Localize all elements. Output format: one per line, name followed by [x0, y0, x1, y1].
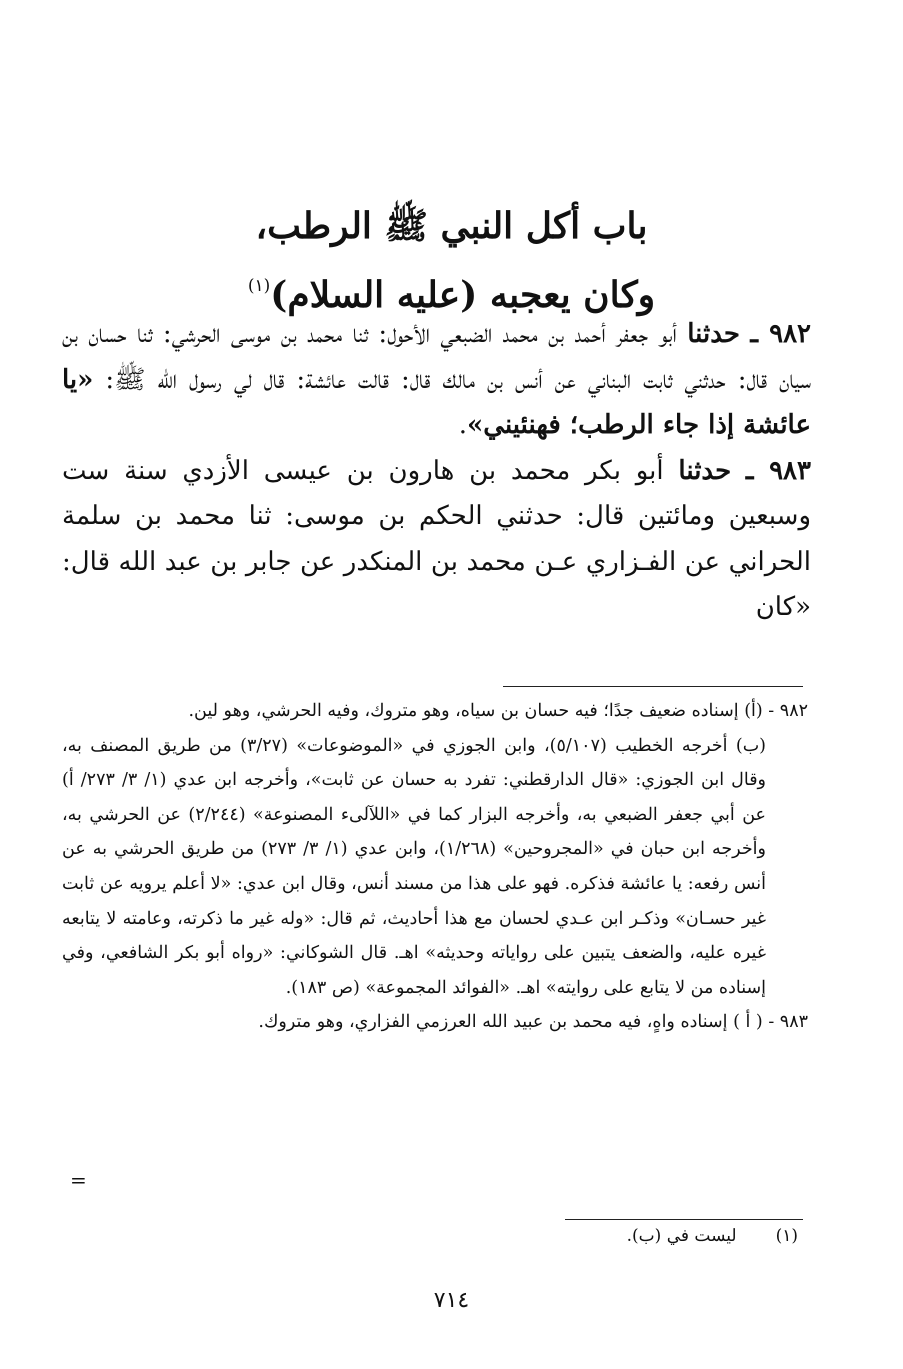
- footnote-divider: [565, 1219, 803, 1220]
- note-982-a: ٩٨٢ - (أ) إسناده ضعيف جدًا؛ فيه حسان بن سياه، وهو متروك، وفيه الحرشي، وهو لين.: [188, 701, 808, 721]
- footnote-number: (١): [775, 1226, 798, 1246]
- hadith-983: [62, 449, 811, 631]
- hadith-number: ٩٨٣ ـ: [745, 455, 811, 486]
- main-text: [62, 312, 811, 631]
- hadith-matn: «يا عائشة إذا جاء الرطب؛ فهنئيني»: [62, 364, 811, 440]
- hadith-isnad: أبو بكر محمد بن هارون بن عيسى الأزدي سنة ست وسبعين ومائتين قال: حدثني الحكم بن موسى: ثنا محمد بن سلمة الحراني عن الفـزاري عـن محمد بن المنكدر عن جابر بن عبد الله قال: «كان: [62, 455, 811, 622]
- hadith-number: ٩٨٢ ـ: [750, 319, 812, 349]
- note-983-a: ٩٨٣ - ( أ ) إسناده واهٍ، فيه محمد بن عبيد الله العرزمي الفزاري، وهو متروك.: [258, 1012, 808, 1033]
- hadith-opening: حدثنا: [678, 455, 732, 486]
- notes-divider: [503, 686, 803, 687]
- chapter-title-line-1: باب أكل النبي ﷺ الرطب،: [255, 205, 648, 247]
- hadith-isnad: أبو جعفر أحمد بن محمد الضبعي الأحول: ثنا محمد بن موسى الحرشي: ثنا حسان بن سيان قال: حدثني ثابت البناني عن أنس بن مالك قال: قالت عائشة: قال لي رسول الله ﷺ:: [62, 319, 811, 395]
- chapter-title-line-2-text: وكان يعجبه (عليه السلام): [270, 274, 656, 316]
- note-982-b: (ب) أخرجه الخطيب (٥/١٠٧)، وابن الجوزي في «الموضوعات» (٣/٢٧) من طريق المصنف به، وقال ابن الجوزي: «قال الدارقطني: تفرد به حسان عن ثابت»، وأخرجه ابن عدي (١/ ٣/ ٢٧٣/ أ) عن أبي جعفر الضبعي به، وأخرجه البزار كما في «اللآلىء المصنوعة» (٢/٢٤٤) عن الحرشي به، وأخرجه ابن حبان في «المجروحين» (١/٢٦٨)، وابن عدي (١/ ٣/ ٢٧٣) من طريق الحرشي به عن أنس رفعه: يا عائشة فذكره. فهو على هذا من مسند أنس، وقال ابن عدي: «لا أعلم يرويه عن ثابت غير حسـان» وذكـر ابن عـدي لحسان مع هذا أحاديث، ثم قال: «وله غير ما ذكرته، وعامته لا يتابعه غيره عليه، والضعف يتبين على رواياته وحديثه» اهـ. قال الشوكاني: «رواه أبو بكر الشافعي، وفي إسناده من لا يتابع على روايته» اهـ. «الفوائد المجموعة» (ص ١٨٣).: [62, 735, 767, 998]
- continuation-mark: =: [70, 1168, 87, 1192]
- chapter-title: [150, 196, 753, 325]
- page-number: ٧١٤: [433, 1288, 470, 1313]
- footnote: [627, 1226, 798, 1246]
- commentary-notes: [62, 694, 808, 1040]
- hadith-end: .: [458, 410, 468, 440]
- hadith-opening: حدثنا: [687, 319, 740, 349]
- footnote-reference[interactable]: (١): [247, 276, 271, 296]
- footnote-text: ليست في (ب).: [626, 1226, 737, 1246]
- hadith-982: [62, 312, 811, 449]
